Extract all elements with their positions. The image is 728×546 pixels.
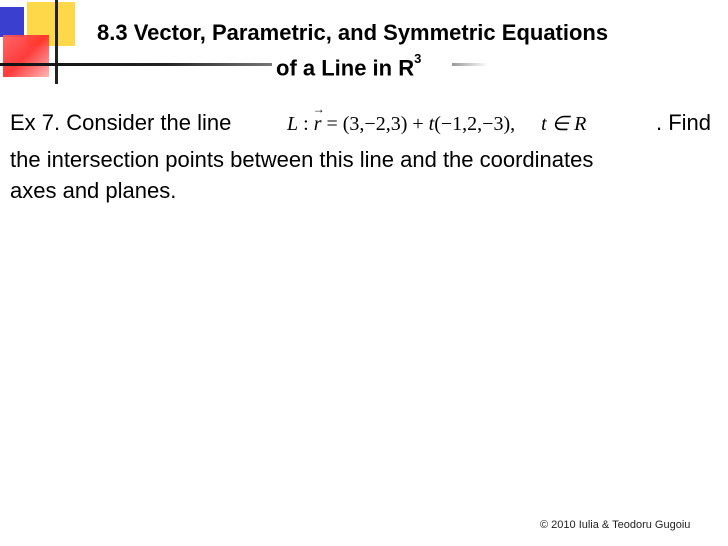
slide-title-line-2: [276, 51, 422, 81]
slide-title-line-1: 8.3 Vector, Parametric, and Symmetric Equations: [97, 20, 609, 45]
body-text-line-2: the intersection points between this line and the coordinates: [10, 147, 594, 172]
decor-vertical-line: [55, 0, 58, 84]
decor-blue-square: [0, 7, 24, 37]
parameter-symbol: t: [428, 113, 435, 135]
example-find-text: . Find: [656, 110, 712, 135]
condition-variable: t: [541, 113, 547, 135]
copyright-footer: © 2010 Iulia & Teodoru Gugoiu: [540, 519, 691, 531]
decor-red-square: [3, 35, 49, 77]
position-vector-symbol: → r: [314, 113, 322, 136]
slide-title-line-2-text: of a Line in R: [276, 55, 415, 81]
direction-vector: (−1,2,−3),: [434, 113, 516, 135]
condition-domain: ∈ R: [546, 113, 587, 135]
decor-horizontal-line-tail: [452, 63, 488, 66]
equation-point-part: = (3,−2,3) +: [321, 113, 429, 135]
body-text-line-3: axes and planes.: [10, 178, 177, 203]
line-equation: [287, 111, 586, 136]
decor-horizontal-line: [0, 63, 272, 66]
line-name: L: [287, 113, 299, 135]
equation-colon: :: [298, 113, 314, 135]
example-prefix: Ex 7. Consider the line: [10, 110, 232, 135]
slide-title-superscript: 3: [414, 51, 422, 66]
